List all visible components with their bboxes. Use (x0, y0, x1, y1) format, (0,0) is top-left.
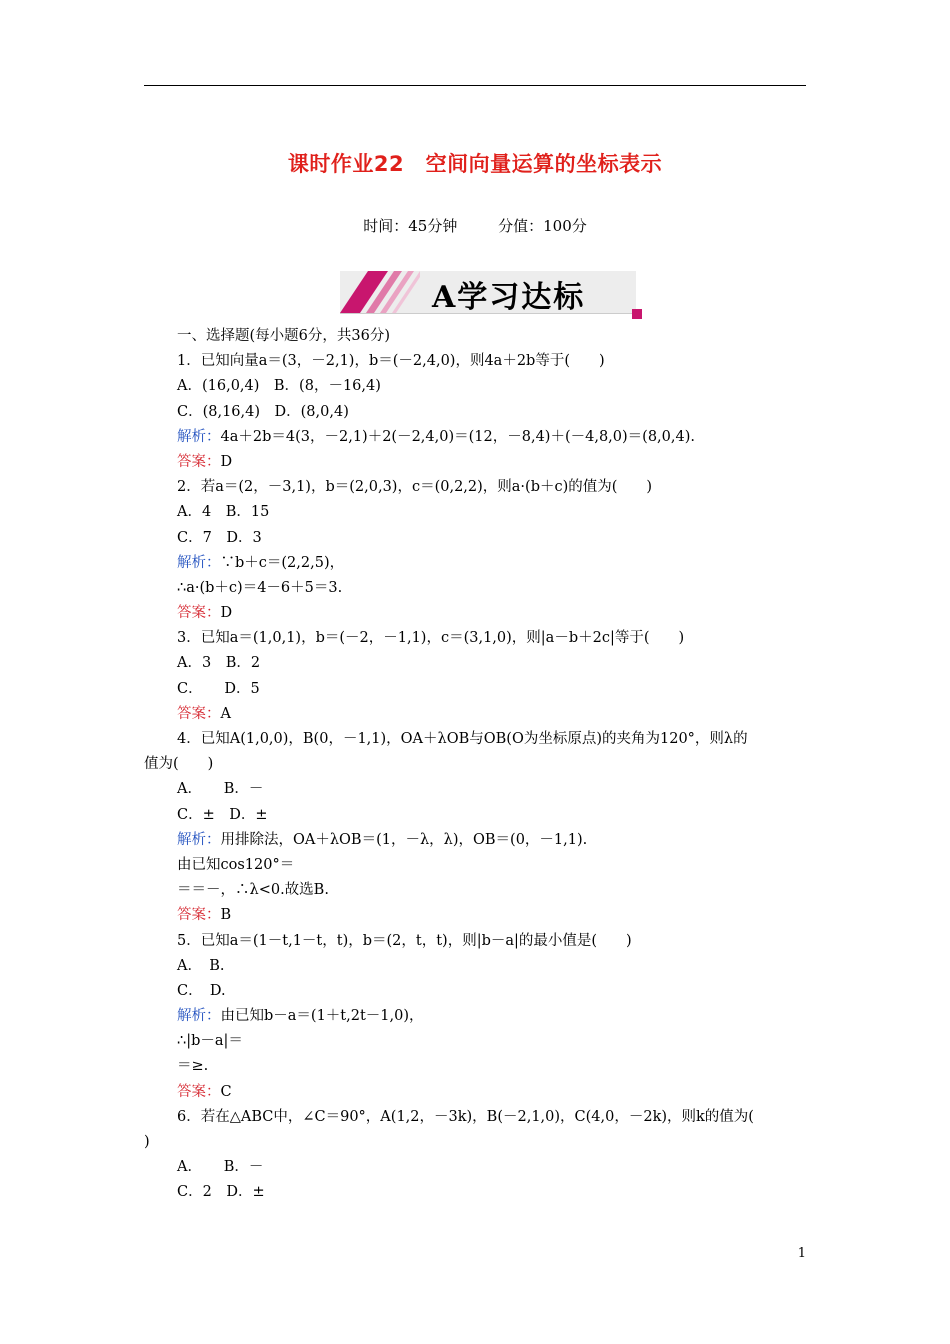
solution-label: 解析： (177, 1008, 221, 1025)
text-line (144, 651, 810, 676)
line-text: ) (144, 1134, 150, 1150)
line-text: ＝＝－，∴λ<0.故选B. (177, 882, 329, 899)
line-text: A．3 B．2 (177, 655, 261, 672)
line-text: 由已知b－a＝(1＋t,2t－1,0)， (220, 1008, 424, 1025)
line-text: A．(16,0,4) B．(8，－16,4) (177, 378, 381, 395)
solution-line (144, 1004, 810, 1029)
text-line (144, 954, 810, 979)
text-line (144, 878, 810, 903)
line-text: 1．已知向量a＝(3，－2,1)，b＝(－2,4,0)，则4a＋2b等于( ) (177, 353, 605, 370)
line-text: A (220, 705, 231, 722)
text-line (144, 1155, 810, 1180)
line-text: D (220, 605, 233, 622)
page-title: 课时作业22 空间向量运算的坐标表示 (287, 152, 663, 176)
text-line (144, 979, 810, 1004)
line-text: 用排除法，OA＋λOB＝(1，－λ，λ)，OB＝(0，－1,1). (220, 831, 588, 848)
solution-line (144, 425, 810, 450)
banner-stripes-icon (340, 271, 420, 313)
line-text: C．7 D．3 (177, 529, 262, 546)
text-line (144, 752, 810, 777)
solution-line (144, 828, 810, 853)
solution-label: 解析： (177, 831, 221, 848)
text-line (144, 349, 810, 374)
solution-label: 解析： (177, 428, 221, 445)
answer-label: 答案： (177, 605, 221, 622)
line-text: A．4 B．15 (177, 504, 270, 521)
line-text: 5．已知a＝(1－t,1－t，t)，b＝(2，t，t)，则|b－a|的最小值是( ) (177, 932, 632, 949)
line-text: C (220, 1083, 232, 1100)
banner-title: A学习达标 (432, 280, 586, 315)
line-text: 一、选择题(每小题6分，共36分) (177, 328, 390, 344)
text-line (144, 374, 810, 399)
text-line (144, 929, 810, 954)
text-line (144, 1029, 810, 1054)
text-line (144, 1054, 810, 1079)
text-line (144, 576, 810, 601)
answer-line (144, 903, 810, 928)
line-text: A． B．－ (177, 1159, 264, 1176)
text-line (144, 526, 810, 551)
answer-line (144, 450, 810, 475)
text-line (144, 1130, 810, 1155)
line-text: ∴a·(b＋c)＝4－6＋5＝3. (177, 579, 343, 596)
line-text: ∴|b－a|＝ (177, 1033, 243, 1050)
text-line (144, 777, 810, 802)
text-line (144, 677, 810, 702)
answer-label: 答案： (177, 907, 221, 924)
answer-line (144, 702, 810, 727)
answer-line (144, 601, 810, 626)
line-text: C．± D．± (177, 806, 268, 823)
line-text: B (220, 907, 232, 924)
solution-label: 解析： (177, 554, 221, 571)
line-text: ∵b＋c＝(2,2,5)， (220, 554, 345, 571)
text-line (144, 853, 810, 878)
solution-line (144, 551, 810, 576)
page-number: 1 (797, 1246, 806, 1261)
text-line (144, 727, 810, 752)
line-text: 由已知cos120°＝ (177, 856, 295, 873)
answer-label: 答案： (177, 1083, 221, 1100)
line-text: C． D. (177, 982, 226, 999)
line-text: A． B．－ (177, 781, 264, 798)
exercise-body (144, 324, 810, 1206)
line-text: 4a＋2b＝4(3，－2,1)＋2(－2,4,0)＝(12，－8,4)＋(－4,8,0)＝(8,0,4). (220, 428, 695, 445)
text-line (144, 1180, 810, 1205)
answer-line (144, 1080, 810, 1105)
answer-label: 答案： (177, 705, 221, 722)
line-text: 值为( ) (144, 756, 214, 773)
line-text: 6．若在△ABC中，∠C＝90°，A(1,2，－3k)，B(－2,1,0)，C(4,0，－2k)，则k的值为( (177, 1108, 754, 1125)
text-line (144, 500, 810, 525)
line-text: 2．若a＝(2，－3,1)，b＝(2,0,3)，c＝(0,2,2)，则a·(b＋c)的值为( ) (177, 479, 653, 496)
time-score-info (0, 215, 950, 236)
line-text: 3．已知a＝(1,0,1)，b＝(－2，－1,1)，c＝(3,1,0)，则|a－b＋2c|等于( ) (177, 630, 685, 647)
answer-label: 答案： (177, 453, 221, 470)
text-line (144, 1105, 810, 1130)
line-text: C． D．5 (177, 680, 260, 697)
line-text: 4．已知A(1,0,0)，B(0，－1,1)，OA＋λOB与OB(O为坐标原点)的夹角为120°，则λ的 (177, 731, 748, 747)
text-line (144, 400, 810, 425)
header-rule (144, 85, 806, 86)
line-text: C．2 D．± (177, 1184, 265, 1201)
text-line (144, 475, 810, 500)
section-banner (340, 271, 642, 319)
line-text: A． B. (177, 957, 225, 974)
line-text: D (220, 453, 233, 470)
total-score: 分值：100分 (498, 217, 587, 235)
line-text: C．(8,16,4) D．(8,0,4) (177, 403, 349, 420)
line-text: ＝≥. (177, 1058, 209, 1075)
banner-corner-square (632, 309, 642, 319)
text-line (144, 803, 810, 828)
text-line (144, 626, 810, 651)
time-limit: 时间：45分钟 (363, 217, 458, 235)
text-line (144, 324, 810, 349)
